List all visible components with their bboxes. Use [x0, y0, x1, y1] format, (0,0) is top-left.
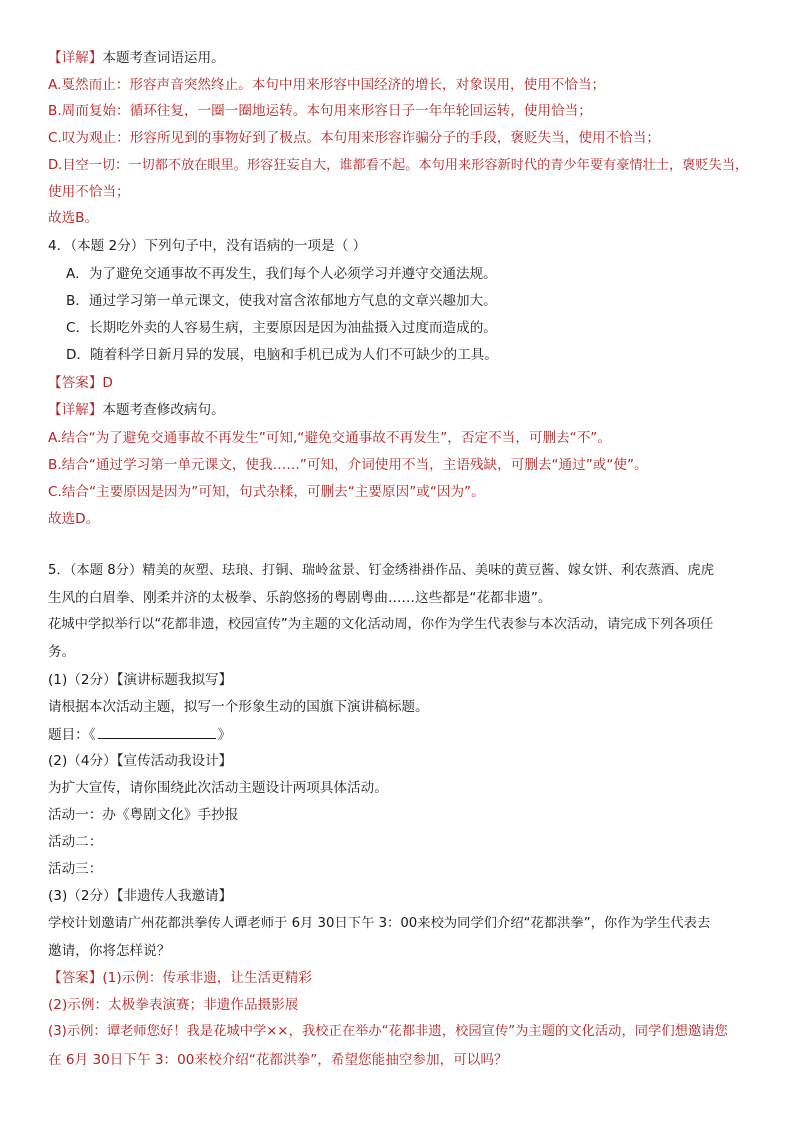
q4-conclusion: 故选D。 — [48, 511, 100, 527]
q3-explain-d-cont: 使用不恰当； — [48, 184, 130, 200]
title-suffix: 》 — [217, 727, 232, 743]
q5-part3-text-1: 学校计划邀请广州花都洪拳传人谭老师于 6月 30日下午 3：00来校为同学们介绍“花都洪拳”，你作为学生代表去 — [48, 916, 711, 931]
q5-part2-text: 为扩大宣传，请你围绕此次活动主题设计两项具体活动。 — [48, 780, 388, 796]
q3-detail-line — [48, 48, 754, 68]
q3-conclusion: 故选B。 — [48, 210, 99, 226]
q3-explain-b: B.周而复始：循环往复，一圈一圈地运转。本句用来形容日子一年年轮回运转，使用恰当； — [48, 103, 592, 119]
q5-part1-heading: (1)（2分）【演讲标题我拟写】 — [48, 672, 233, 688]
q5-stem-4: 务。 — [48, 644, 76, 660]
q5-stem-1: 5．（本题 8分）精美的灰塑、珐琅、打铜、瑞岭盆景、钉金绣褂褂作品、美味的黄豆酱、嫁女饼、利农蒸酒、虎虎 — [48, 563, 715, 578]
q5-answer-2: (2)示例：太极拳表演赛；非遗作品摄影展 — [48, 997, 299, 1013]
q4-explain-a: A.结合“为了避免交通事故不再发生”可知,“避免交通事故不再发生”，否定不当，可删去“不”。 — [48, 430, 611, 446]
q5-answer-line — [48, 968, 754, 988]
q3-explain-d: D.目空一切：一切都不放在眼里。形容狂妄自大，谁都看不起。本句用来形容新时代的青少年要有豪情壮士，褒贬失当， — [48, 158, 749, 173]
title-blank — [98, 724, 216, 739]
q4-explain-c: C.结合“主要原因是因为”可知，句式杂糅，可删去“主要原因”或“因为”。 — [48, 484, 485, 500]
q4-explain-b: B.结合“通过学习第一单元课文，使我……”可知，介词使用不当，主语残缺，可删去“通过”或“使”。 — [48, 457, 648, 473]
detail-tag: 【详解】 — [48, 50, 103, 66]
q4-answer-line — [48, 373, 754, 393]
q5-part1-text: 请根据本次活动主题，拟写一个形象生动的国旗下演讲稿标题。 — [48, 699, 429, 715]
detail-text: 本题考查修改病句。 — [102, 402, 225, 418]
q5-part3-text-2: 邀请，你将怎样说？ — [48, 943, 171, 959]
q5-part1-title-line — [48, 724, 754, 745]
q4-stem: 4．（本题 2分）下列句子中，没有语病的一项是（ ） — [48, 238, 367, 254]
q4-option-b: B．通过学习第一单元课文，使我对富含浓郁地方气息的文章兴趣加大。 — [66, 293, 497, 309]
q4-detail-line — [48, 400, 754, 420]
q5-activity-1: 活动一：办《粤剧文化》手抄报 — [48, 807, 239, 823]
answer-value: D — [102, 375, 113, 391]
q3-explain-a: A.戛然而止：形容声音突然终止。本句中用来形容中国经济的增长，对象误用，使用不恰当； — [48, 77, 606, 93]
detail-tag: 【详解】 — [48, 402, 103, 418]
q4-option-a: A．为了避免交通事故不再发生，我们每个人必须学习并遵守交通法规。 — [66, 266, 497, 282]
q4-option-d: D．随着科学日新月异的发展，电脑和手机已成为人们不可缺少的工具。 — [66, 347, 498, 363]
answer-tag: 【答案】 — [48, 970, 103, 986]
q5-activity-2: 活动二： — [48, 834, 103, 850]
q5-part3-heading: (3)（2分）【非遗传人我邀请】 — [48, 888, 233, 904]
q5-stem-3: 花城中学拟举行以“花都非遗，校园宣传”为主题的文化活动周，你作为学生代表参与本次活动，请完成下列各项任 — [48, 617, 714, 632]
q3-explain-c: C.叹为观止：形容所见到的事物好到了极点。本句用来形容诈骗分子的手段，褒贬失当，使用不恰当； — [48, 130, 660, 146]
q5-activity-3: 活动三： — [48, 861, 103, 877]
q5-answer-3: (3)示例：谭老师您好！我是花城中学××，我校正在举办“花都非遗，校园宣传”为主题的文化活动，同学们想邀请您 — [48, 1024, 728, 1039]
q5-part2-heading: (2)（4分）【宣传活动我设计】 — [48, 753, 233, 769]
q4-option-c: C．长期吃外卖的人容易生病，主要原因是因为油盐摄入过度而造成的。 — [66, 320, 497, 336]
q5-stem-2: 生风的白眉拳、刚柔并济的太极拳、乐韵悠扬的粤剧粤曲……这些都是“花都非遗”。 — [48, 590, 552, 606]
answer-tag: 【答案】 — [48, 375, 103, 391]
q5-answer-3-cont: 在 6月 30日下午 3：00来校介绍“花都洪拳”，希望您能抽空参加，可以吗？ — [48, 1052, 508, 1068]
title-prefix: 题目：《 — [48, 727, 96, 743]
detail-text: 本题考查词语运用。 — [102, 50, 225, 66]
answer-1: (1)示例：传承非遗，让生活更精彩 — [102, 970, 312, 986]
